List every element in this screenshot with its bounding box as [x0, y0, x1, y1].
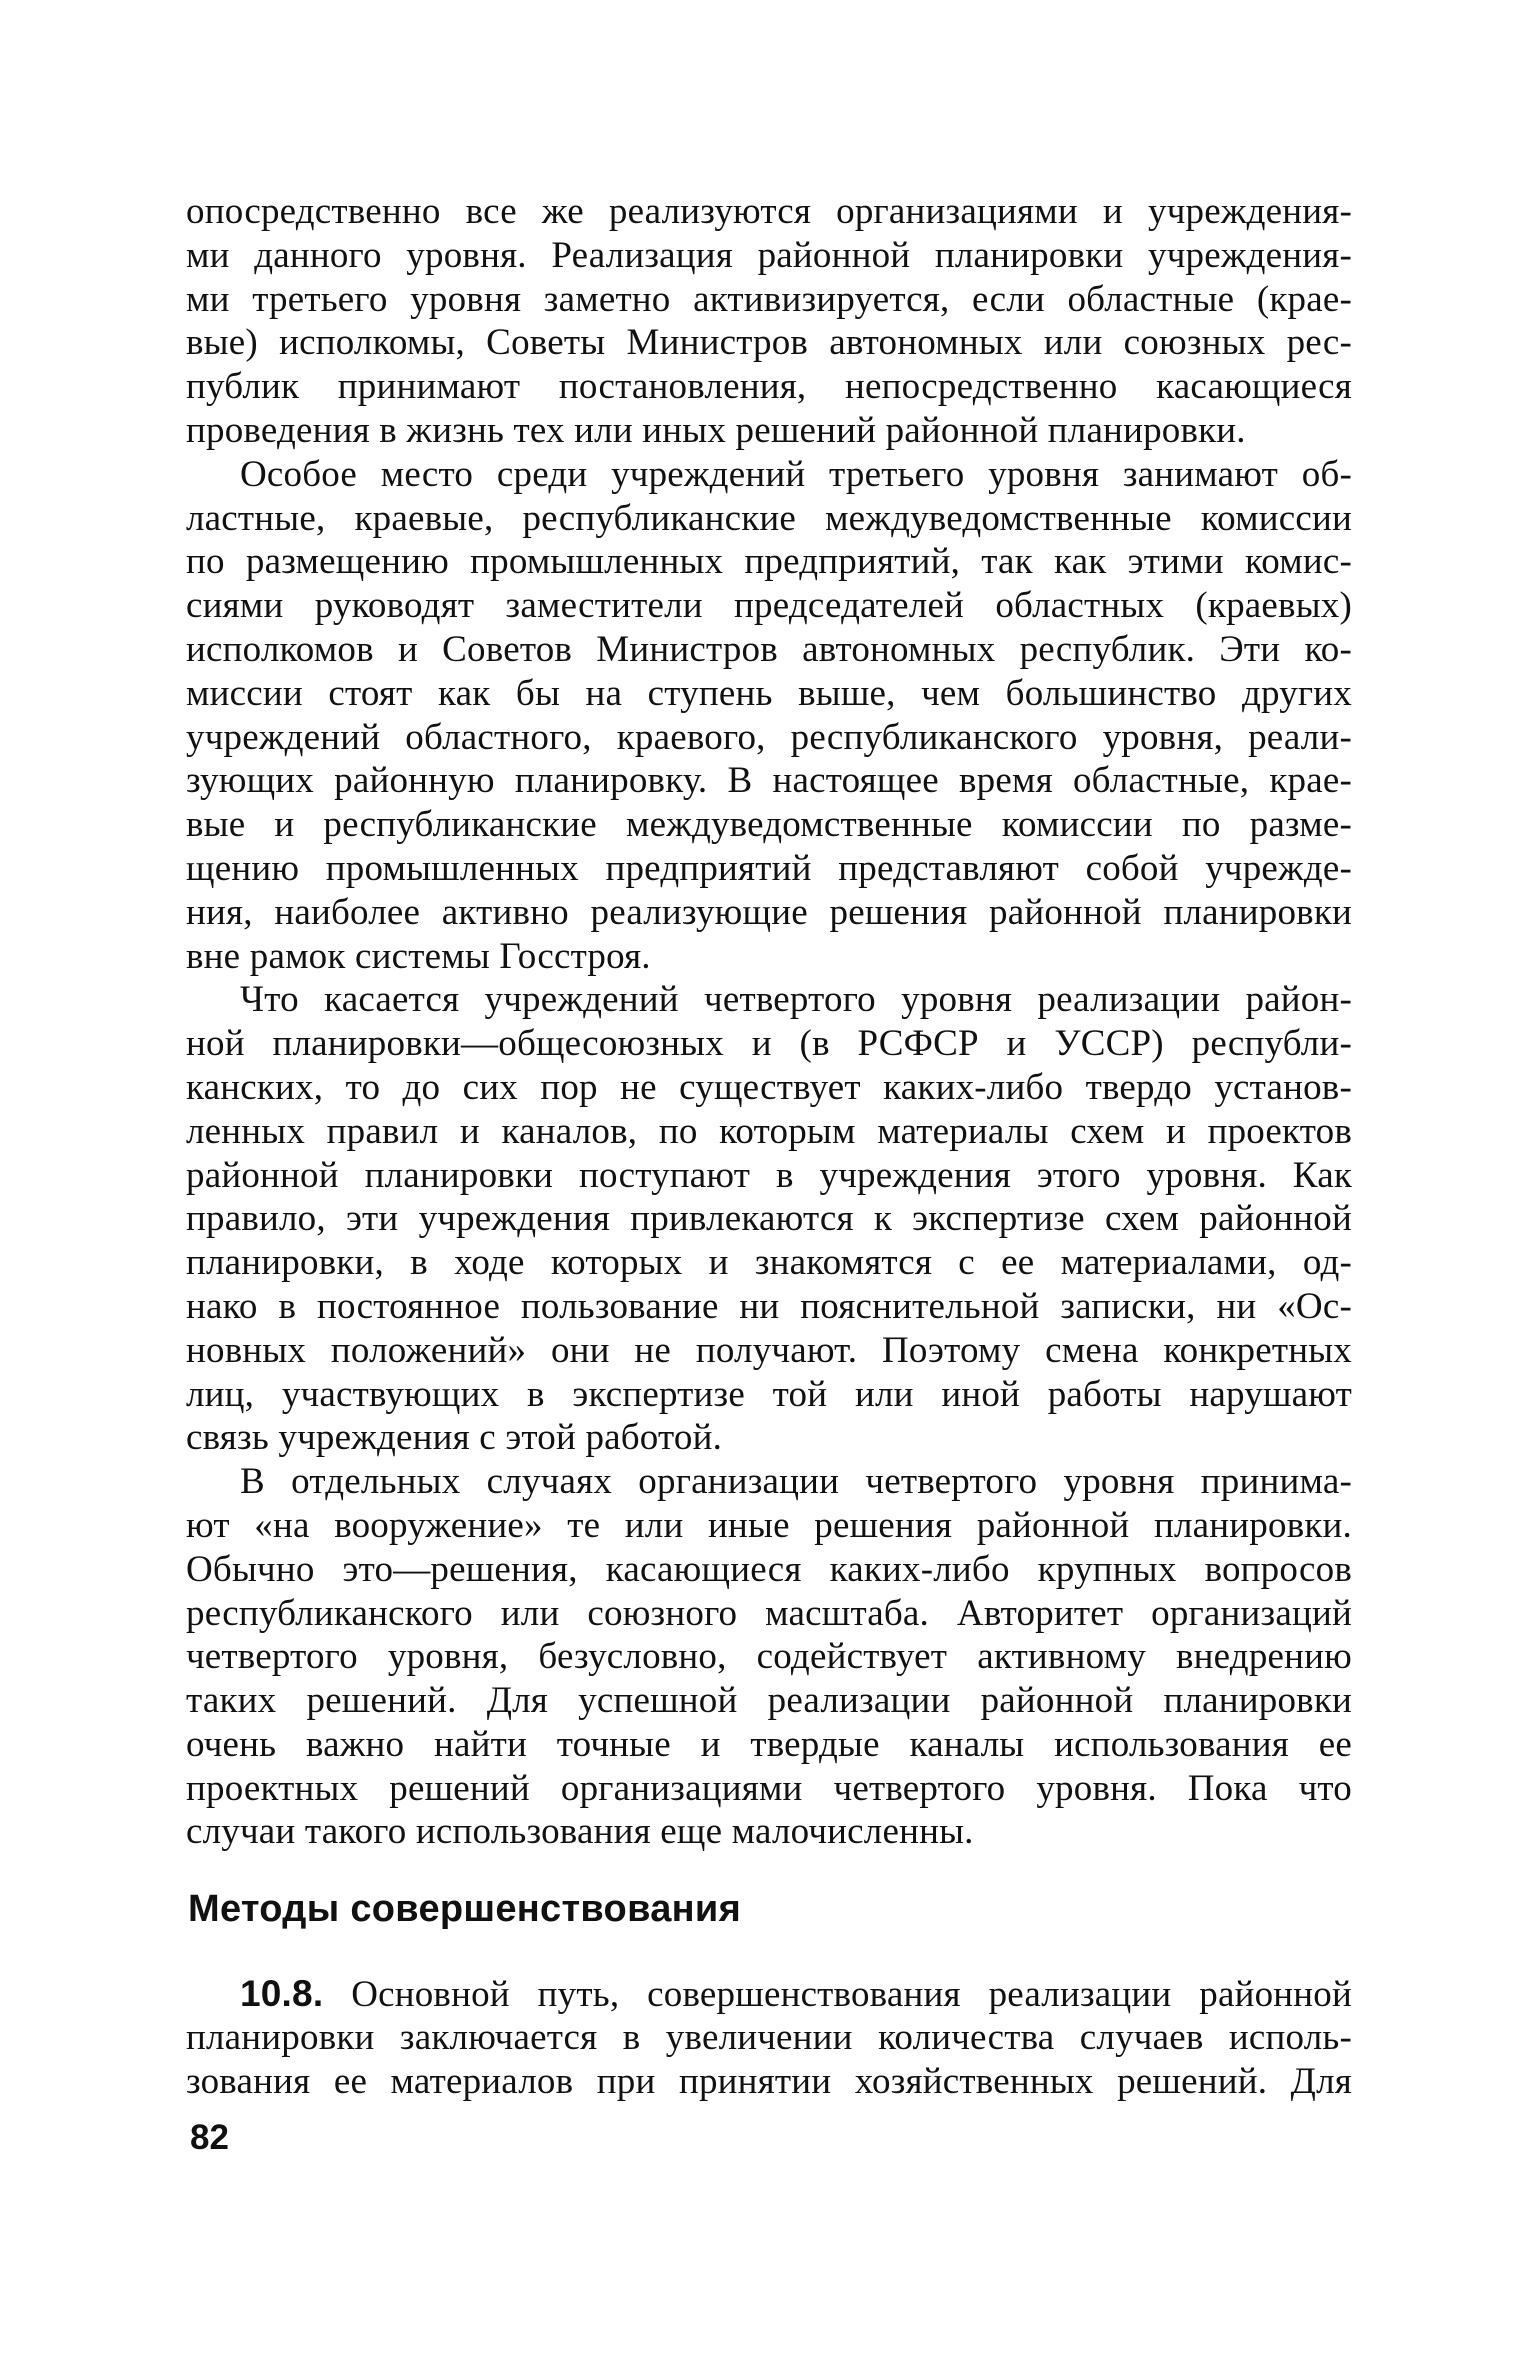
section-number: 10.8. [240, 1973, 324, 2014]
text-line: ленных правил и каналов, по которым материалы схем и проектов [186, 1110, 1352, 1152]
text-line: проектных решений организациями четвертого уровня. Пока что [186, 1767, 1352, 1809]
text-line: вые) исполкомы, Советы Министров автономных или союзных рес- [186, 322, 1352, 364]
page-number: 82 [190, 2118, 229, 2157]
text-line: связь учреждения с этой работой. [186, 1417, 723, 1459]
paragraph-3 [186, 978, 1352, 1460]
text-line: по размещению промышленных предприятий, так как этими комис- [186, 541, 1352, 583]
text-line: четвертого уровня, безусловно, содействует активному внедрению [186, 1636, 1352, 1678]
text-line: ния, наиболее активно реализующие решения районной планировки [186, 891, 1352, 933]
paragraph-1 [186, 190, 1352, 453]
text-line: ми третьего уровня заметно активизируется, если областные (крае- [186, 278, 1352, 320]
text-line: вне рамок системы Госстроя. [186, 935, 651, 977]
text-line: Особое место среди учреждений третьего уровня занимают об- [240, 453, 1352, 495]
text-line: миссии стоят как бы на ступень выше, чем большинство других [186, 672, 1352, 714]
text-line: зования ее материалов при принятии хозяйственных решений. Для [186, 2060, 1352, 2102]
text-line: районной планировки поступают в учреждения этого уровня. Как [186, 1154, 1352, 1196]
text-line: случаи такого использования еще малочисленны. [186, 1811, 974, 1853]
text-line: исполкомов и Советов Министров автономных республик. Эти ко- [186, 628, 1352, 670]
text-line: ной планировки—общесоюзных и (в РСФСР и УССР) республи- [186, 1023, 1352, 1065]
section-first-line [186, 1972, 1352, 2016]
text-line: учреждений областного, краевого, республиканского уровня, реали- [186, 716, 1352, 758]
paragraph-2 [186, 453, 1352, 979]
text-line: ластные, краевые, республиканские междуведомственные комиссии [186, 497, 1352, 539]
body-text [186, 190, 1352, 1854]
text-line: таких решений. Для успешной реализации районной планировки [186, 1680, 1352, 1722]
text-line: планировки, в ходе которых и знакомятся с ее материалами, од- [186, 1242, 1352, 1284]
paragraph-4 [186, 1460, 1352, 1854]
section-first-line-text: Основной путь, совершенствования реализации районной [351, 1974, 1353, 2015]
text-line: новных положений» они не получают. Поэтому смена конкретных [186, 1329, 1352, 1371]
text-line: Что касается учреждений четвертого уровня реализации район- [240, 979, 1352, 1021]
text-line: проведения в жизнь тех или иных решений районной планировки. [186, 409, 1246, 451]
text-line: лиц, участвующих в экспертизе той или иной работы нарушают [186, 1373, 1352, 1415]
text-line: правило, эти учреждения привлекаются к экспертизе схем районной [186, 1198, 1352, 1240]
section-10-8 [186, 1972, 1352, 2103]
text-line: очень важно найти точные и твердые каналы использования ее [186, 1723, 1352, 1765]
text-line: публик принимают постановления, непосредственно касающиеся [186, 366, 1352, 408]
text-line: ми данного уровня. Реализация районной планировки учреждения- [186, 234, 1352, 276]
text-line: вые и республиканские междуведомственные комиссии по разме- [186, 804, 1352, 846]
text-line: опосредственно все же реализуются организациями и учреждения- [186, 191, 1352, 232]
text-line: канских, то до сих пор не существует каких-либо твердо установ- [186, 1066, 1352, 1108]
text-line: щению промышленных предприятий представляют собой учрежде- [186, 847, 1352, 889]
text-line: сиями руководят заместители председателей областных (краевых) [186, 585, 1352, 627]
text-line: В отдельных случаях организации четвертого уровня принима- [240, 1461, 1352, 1503]
section-heading: Методы совершенствования [188, 1888, 742, 1930]
text-line: зующих районную планировку. В настоящее время областные, крае- [186, 760, 1352, 802]
text-line: планировки заключается в увеличении количества случаев исполь- [186, 2016, 1352, 2058]
text-line: нако в постоянное пользование ни пояснительной записки, ни «Ос- [186, 1285, 1352, 1327]
text-line: ют «на вооружение» те или иные решения районной планировки. [186, 1504, 1352, 1546]
text-line: Обычно это—решения, касающиеся каких-либо крупных вопросов [186, 1548, 1352, 1590]
text-line: республиканского или союзного масштаба. Авторитет организаций [186, 1592, 1352, 1634]
